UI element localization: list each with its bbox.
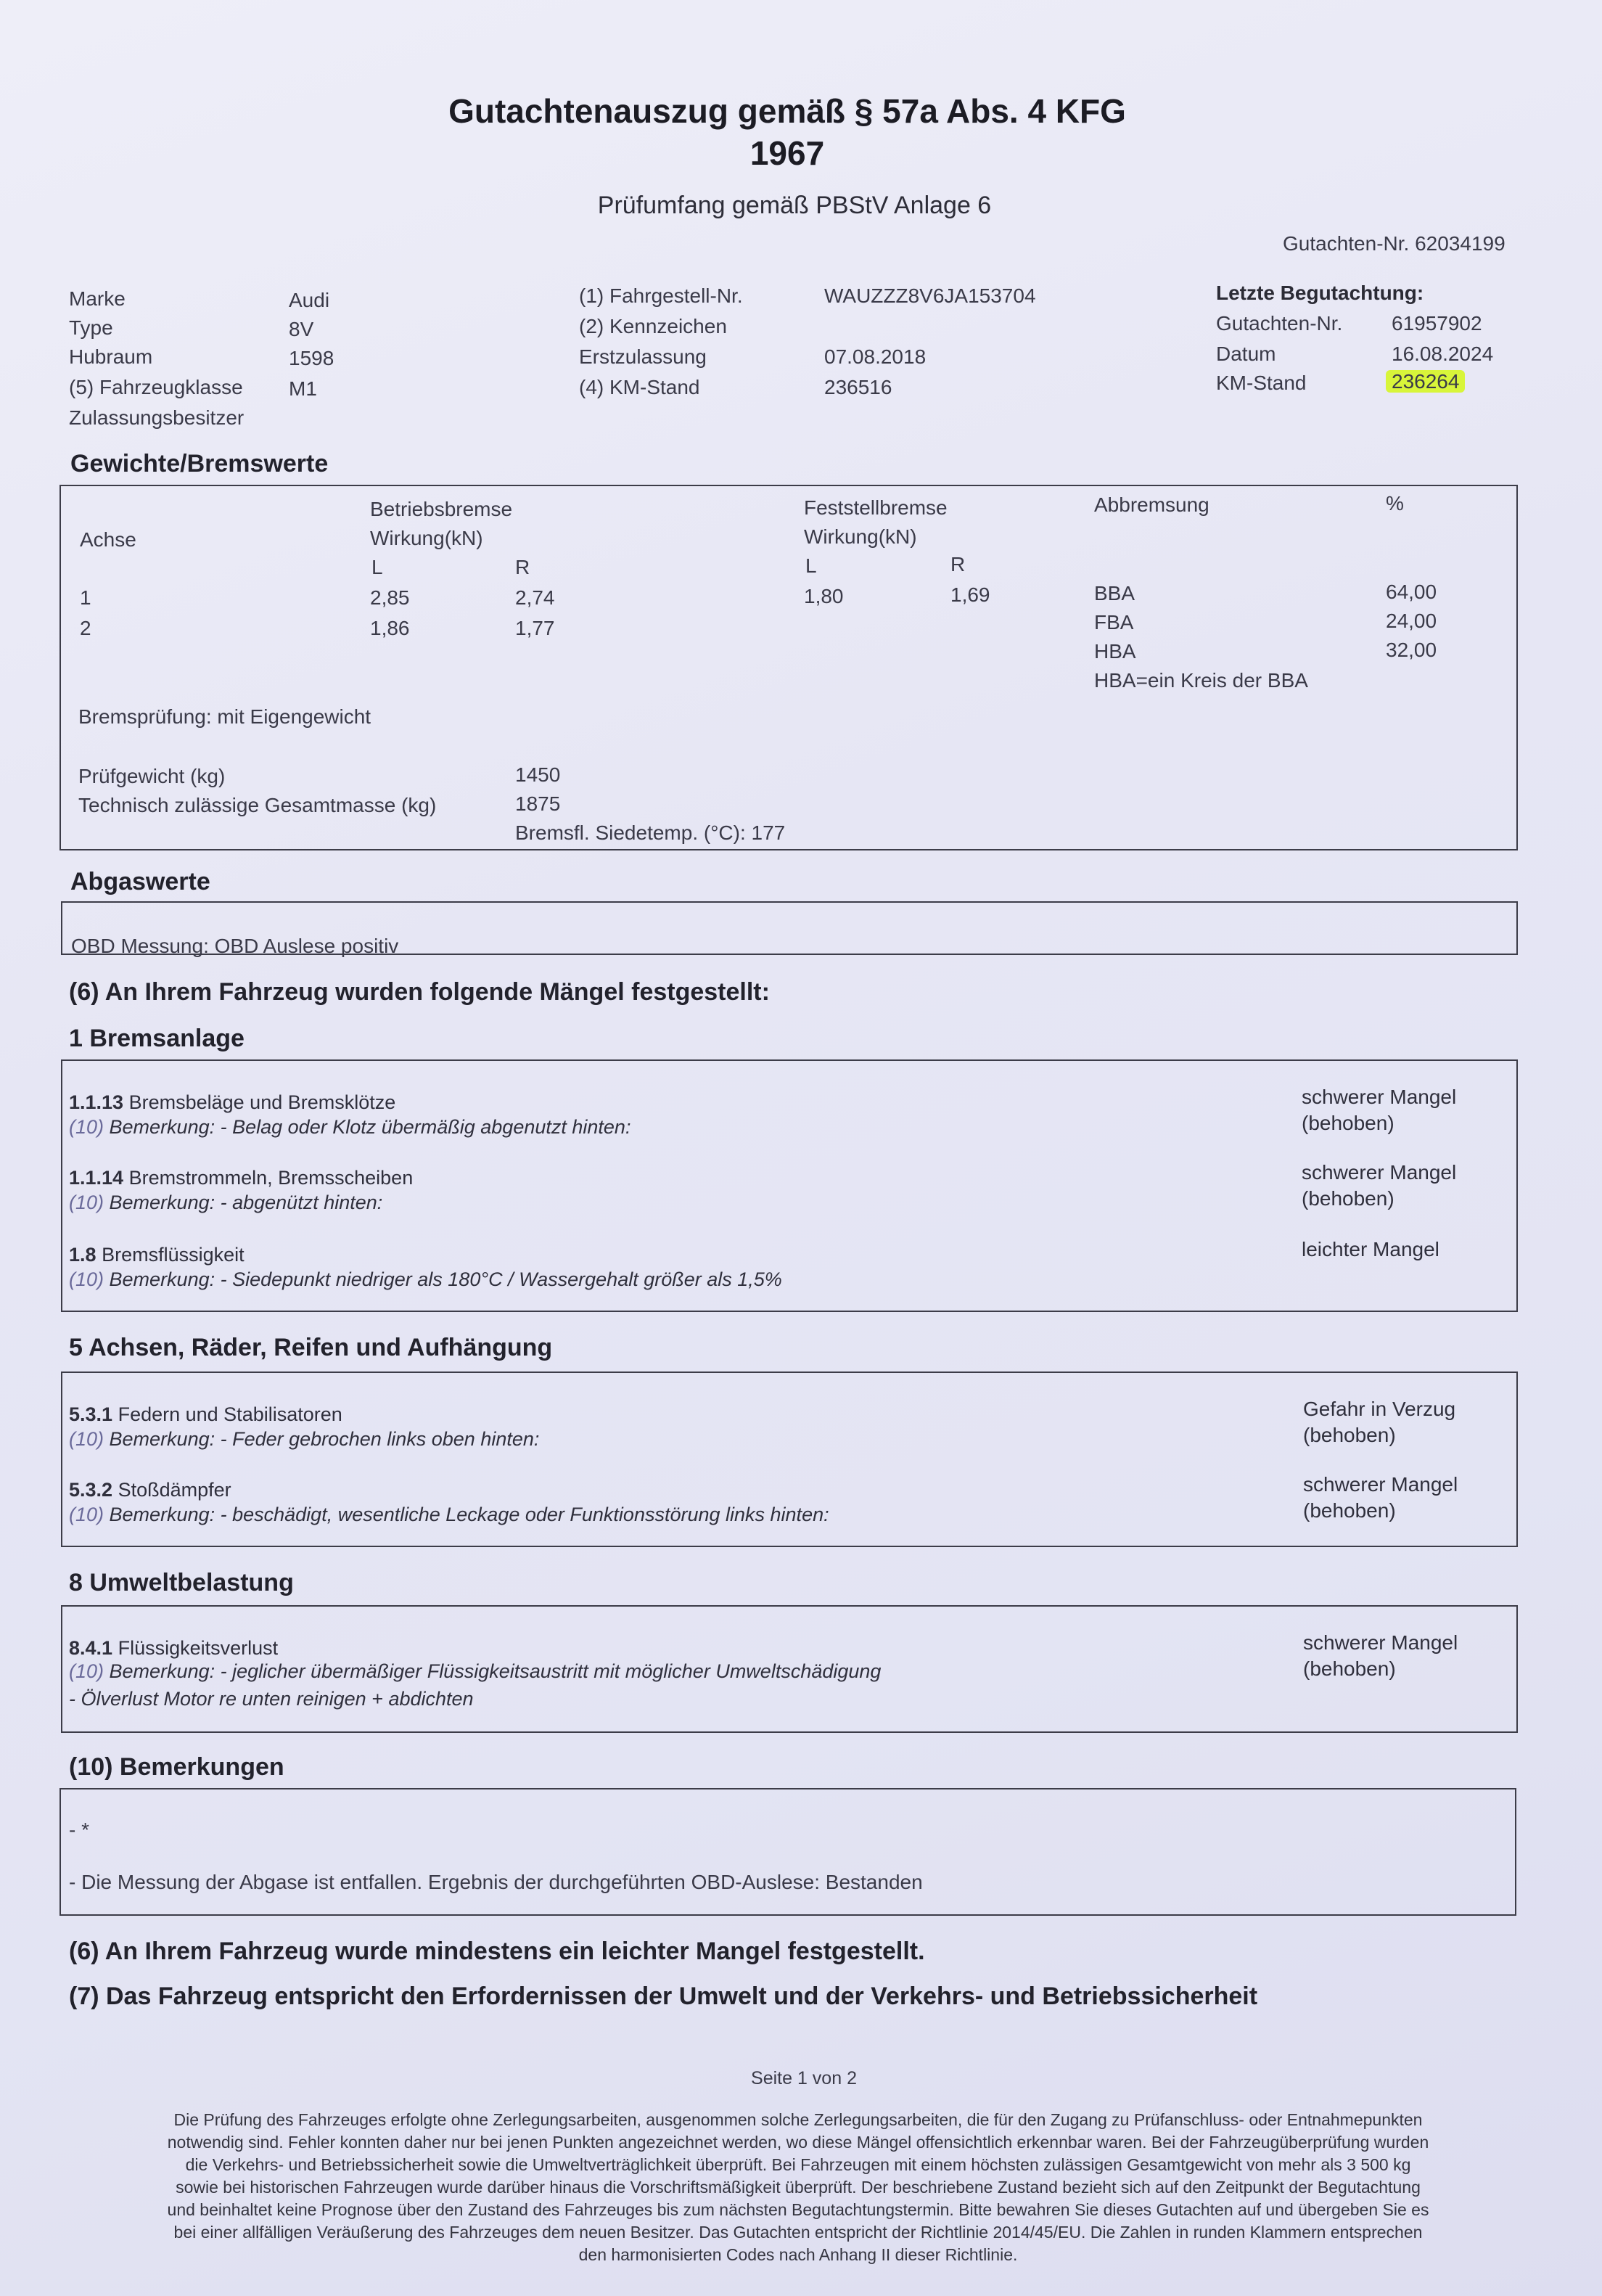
marke-value: Audi (289, 289, 330, 311)
severity-badge: schwerer Mangel (behoben) (1303, 1631, 1458, 1680)
document-year: 1967 (749, 134, 825, 172)
fba-label: FBA (1094, 611, 1134, 634)
table-row: 2 (80, 617, 91, 639)
hba-value: 32,00 (1386, 639, 1437, 661)
hubraum-label: Hubraum (69, 345, 153, 368)
fahrgestell-value: WAUZZZ8V6JA153704 (824, 284, 1036, 307)
pruefgewicht-label: Prüfgewicht (kg) (78, 765, 226, 787)
group-title-umwelt: 8 Umweltbelastung (69, 1569, 294, 1596)
fb-r-header: R (950, 553, 966, 575)
last-nr-label: Gutachten-Nr. (1216, 312, 1343, 335)
table-row: 1 (80, 586, 91, 609)
list-item: (10) Bemerkung: - jeglicher übermäßiger Flüssigkeitsaustritt mit möglicher Umweltschädigung (69, 1660, 882, 1682)
highlighter-mark: 236264 (1386, 370, 1465, 393)
list-item: 8.4.1 Flüssigkeitsverlust (69, 1637, 279, 1659)
bb-r-header: R (515, 556, 530, 578)
list-item: 1.8 Bremsflüssigkeit (69, 1244, 245, 1266)
fahrgestell-label: (1) Fahrgestell-Nr. (579, 284, 743, 307)
table-row: 1,77 (515, 617, 555, 639)
last-datum-label: Datum (1216, 343, 1276, 365)
report-number: Gutachten-Nr. 62034199 (1283, 232, 1506, 255)
footer-text: Die Prüfung des Fahrzeuges erfolgte ohne Zerlegungsarbeiten, ausgenommen solche Zerlegungsarbeiten, die für den Zugang zu Prüfanschluss- oder Entnahmepunkten notwendig sind. Fehler konnten daher nur bei jenen Punkten angezeichnet werden, wo diese Mängel offensichtlich erkennbar waren. Bei der Fahrzeugüberprüfung wurden die Verkehrs- und Betriebssicherheit sowie die Umweltverträglichkeit überprüft. Bei Fahrzeugen mit einem höchsten zulässigen Gesamtgewicht von mehr als 3 500 kg sowie bei historischen Fahrzeugen wurde darüber hinaus die Vorschriftsmäßigkeit überprüft. Der beschriebene Zustand bezieht sich auf den Zeitpunkt der Begutachtung und beinhaltet keine Prognose über den Zustand des Fahrzeuges bis zum nächsten Begutachtungstermin. Bitte bewahren Sie dieses Gutachten auf und übergeben Sie es bei einer allfälligen Veräußerung des Fahrzeuges dem neuen Besitzer. Das Gutachten entspricht der Richtlinie 2014/45/EU. Die Zahlen in runden Klammern entsprechen den harmonisierten Codes nach Anhang II dieser Richtlinie. (167, 2110, 1429, 2264)
abbremsung-header: Abbremsung (1094, 493, 1209, 516)
bremspruefung-text: Bremsprüfung: mit Eigengewicht (78, 705, 371, 728)
bba-label: BBA (1094, 582, 1135, 604)
gesamtmasse-value: 1875 (515, 792, 561, 815)
betriebsbremse-wirkung: Wirkung(kN) (370, 527, 483, 549)
hba-label: HBA (1094, 640, 1136, 663)
section-abgaswerte: Abgaswerte (70, 868, 210, 895)
table-row: 1,86 (370, 617, 410, 639)
erstzulassung-label: Erstzulassung (579, 345, 707, 368)
severity-badge: schwerer Mangel (behoben) (1302, 1086, 1457, 1134)
type-value: 8V (289, 318, 314, 340)
list-item: - Ölverlust Motor re unten reinigen + abdichten (69, 1688, 474, 1710)
page-number: Seite 1 von 2 (751, 2068, 857, 2088)
letzte-begutachtung-title: Letzte Begutachtung: (1216, 282, 1424, 304)
document-subtitle: Prüfumfang gemäß PBStV Anlage 6 (597, 192, 992, 219)
table-row: 1,80 (804, 585, 844, 607)
remarks-title: (10) Bemerkungen (69, 1753, 284, 1781)
remark-line: - * (69, 1819, 89, 1841)
section-gewichte-bremswerte: Gewichte/Bremswerte (70, 450, 329, 477)
feststellbremse-wirkung: Wirkung(kN) (804, 525, 917, 548)
conclusion-6: (6) An Ihrem Fahrzeug wurde mindestens ein leichter Mangel festgestellt. (69, 1938, 925, 1965)
gesamtmasse-label: Technisch zulässige Gesamtmasse (kg) (78, 794, 437, 816)
kennzeichen-label: (2) Kennzeichen (579, 315, 727, 337)
severity-badge: schwerer Mangel (behoben) (1302, 1161, 1457, 1210)
list-item: 5.3.1 Federn und Stabilisatoren (69, 1403, 342, 1425)
remarks-box (59, 1788, 1516, 1916)
list-item: (10) Bemerkung: - Siedepunkt niedriger als 180°C / Wassergehalt größer als 1,5% (69, 1268, 782, 1290)
table-row: 2,74 (515, 586, 555, 609)
list-item: (10) Bemerkung: - Belag oder Klotz übermäßig abgenutzt hinten: (69, 1116, 631, 1138)
last-km-value (1386, 370, 1465, 393)
defects-title: (6) An Ihrem Fahrzeug wurden folgende Mängel festgestellt: (69, 978, 770, 1006)
fahrzeugklasse-label: (5) Fahrzeugklasse (69, 376, 243, 398)
obd-text: OBD Messung: OBD Auslese positiv (71, 935, 399, 957)
table-row: 2,85 (370, 586, 410, 609)
percent-header: % (1386, 492, 1404, 514)
fahrzeugklasse-value: M1 (289, 377, 317, 400)
list-item: 5.3.2 Stoßdämpfer (69, 1479, 231, 1501)
bb-l-header: L (371, 556, 383, 578)
fb-l-header: L (805, 554, 817, 577)
remark-line: - Die Messung der Abgase ist entfallen. Ergebnis der durchgeführten OBD-Auslese: Bestanden (69, 1871, 923, 1893)
siedetemperatur-text: Bremsfl. Siedetemp. (°C): 177 (515, 821, 786, 844)
group-title-bremsanlage: 1 Bremsanlage (69, 1025, 245, 1052)
feststellbremse-header: Feststellbremse (804, 496, 948, 519)
severity-badge: schwerer Mangel (behoben) (1303, 1473, 1458, 1522)
severity-badge: Gefahr in Verzug (behoben) (1303, 1398, 1456, 1446)
pruefgewicht-value: 1450 (515, 763, 561, 786)
last-datum-value: 16.08.2024 (1392, 343, 1494, 365)
list-item: 1.1.14 Bremstrommeln, Bremsscheiben (69, 1167, 414, 1189)
betriebsbremse-header: Betriebsbremse (370, 498, 513, 520)
document-title: Gutachtenauszug gemäß § 57a Abs. 4 KFG (448, 92, 1126, 130)
last-nr-value: 61957902 (1392, 312, 1482, 335)
group-title-achsen: 5 Achsen, Räder, Reifen und Aufhängung (69, 1334, 553, 1361)
marke-label: Marke (69, 287, 126, 310)
hba-note: HBA=ein Kreis der BBA (1094, 669, 1308, 692)
km-stand-value: 236516 (824, 376, 892, 398)
severity-badge: leichter Mangel (1302, 1238, 1439, 1260)
table-row: 1,69 (950, 583, 990, 606)
zulassungsbesitzer-label: Zulassungsbesitzer (69, 406, 245, 429)
type-label: Type (69, 316, 113, 339)
list-item: (10) Bemerkung: - Feder gebrochen links oben hinten: (69, 1428, 540, 1450)
list-item: (10) Bemerkung: - beschädigt, wesentliche Leckage oder Funktionsstörung links hinten: (69, 1504, 829, 1525)
conclusion-7: (7) Das Fahrzeug entspricht den Erfordernissen der Umwelt und der Verkehrs- und Betriebssicherheit (69, 1983, 1258, 2010)
hubraum-value: 1598 (289, 347, 334, 369)
km-stand-label: (4) KM-Stand (579, 376, 700, 398)
fba-value: 24,00 (1386, 610, 1437, 632)
bba-value: 64,00 (1386, 581, 1437, 603)
list-item: (10) Bemerkung: - abgenützt hinten: (69, 1192, 383, 1213)
achse-header: Achse (80, 528, 136, 551)
last-km-label: KM-Stand (1216, 372, 1307, 394)
list-item: 1.1.13 Bremsbeläge und Bremsklötze (69, 1091, 396, 1113)
erstzulassung-value: 07.08.2018 (824, 345, 927, 368)
